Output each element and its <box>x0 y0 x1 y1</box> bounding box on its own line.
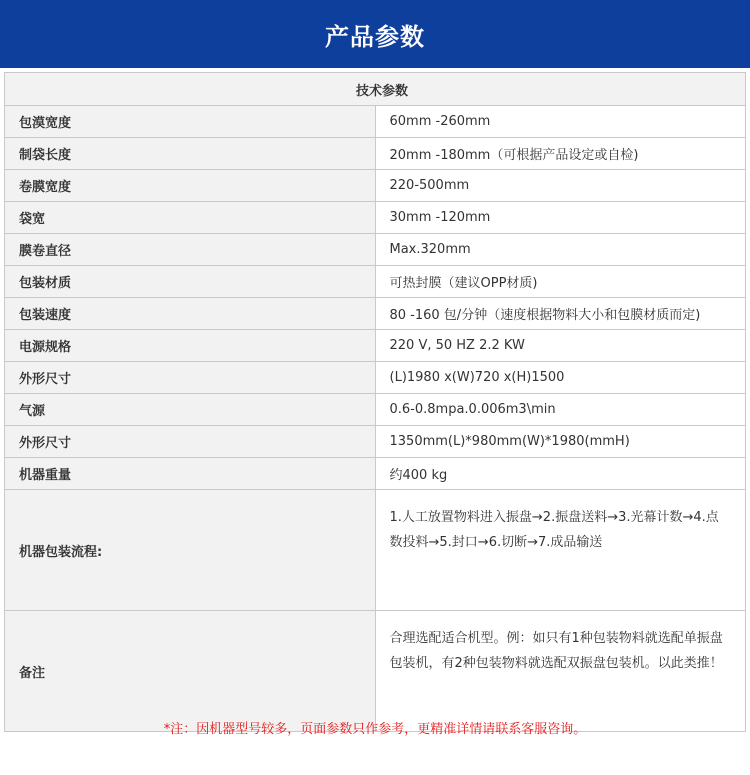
header-banner <box>0 0 750 68</box>
table-row <box>5 458 746 490</box>
table-row <box>5 426 746 458</box>
param-label: 电源规格 <box>5 330 376 362</box>
page-title: 产品参数 <box>325 22 425 51</box>
table-row <box>5 138 746 170</box>
param-value: 0.6-0.8mpa.0.006m3\min <box>375 394 746 426</box>
table-row <box>5 234 746 266</box>
param-value: 1350mm(L)*980mm(W)*1980(mmH) <box>375 426 746 458</box>
param-value: 220-500mm <box>375 170 746 202</box>
param-value: Max.320mm <box>375 234 746 266</box>
param-value: 约400 kg <box>375 458 746 490</box>
param-value: 30mm -120mm <box>375 202 746 234</box>
param-label: 外形尺寸 <box>5 426 376 458</box>
param-value: 1.人工放置物料进入振盘→2.振盘送料→3.光幕计数→4.点数投料→5.封口→6.切断→7.成品输送 <box>375 490 746 611</box>
param-value: (L)1980 x(W)720 x(H)1500 <box>375 362 746 394</box>
table-row <box>5 170 746 202</box>
table-row <box>5 298 746 330</box>
param-label: 包装材质 <box>5 266 376 298</box>
table-row <box>5 611 746 732</box>
param-label: 包漠宽度 <box>5 106 376 138</box>
table-row <box>5 362 746 394</box>
params-table <box>4 72 746 732</box>
param-label: 外形尺寸 <box>5 362 376 394</box>
table-row <box>5 330 746 362</box>
param-value: 60mm -260mm <box>375 106 746 138</box>
param-value: 合理选配适合机型。例：如只有1种包装物料就选配单振盘包装机，有2种包装物料就选配双振盘包装机。以此类推！ <box>375 611 746 732</box>
footer-note: *注：因机器型号较多，页面参数只作参考，更精准详情请联系客服咨询。 <box>163 722 587 737</box>
param-label: 机器包装流程: <box>5 490 376 611</box>
param-label: 制袋长度 <box>5 138 376 170</box>
param-label: 气源 <box>5 394 376 426</box>
table-caption-row <box>5 73 746 106</box>
param-label: 备注 <box>5 611 376 732</box>
param-value: 80 -160 包/分钟（速度根据物料大小和包膜材质而定) <box>375 298 746 330</box>
param-label: 膜卷直径 <box>5 234 376 266</box>
param-label: 机器重量 <box>5 458 376 490</box>
param-label: 袋宽 <box>5 202 376 234</box>
param-value: 20mm -180mm（可根据产品设定或自检) <box>375 138 746 170</box>
table-row <box>5 266 746 298</box>
table-row <box>5 490 746 611</box>
table-caption: 技术参数 <box>5 73 746 106</box>
table-row <box>5 394 746 426</box>
param-value: 可热封膜（建议OPP材质) <box>375 266 746 298</box>
table-row <box>5 106 746 138</box>
table-row <box>5 202 746 234</box>
param-value: 220 V, 50 HZ 2.2 KW <box>375 330 746 362</box>
param-label: 包装速度 <box>5 298 376 330</box>
param-label: 卷膜宽度 <box>5 170 376 202</box>
